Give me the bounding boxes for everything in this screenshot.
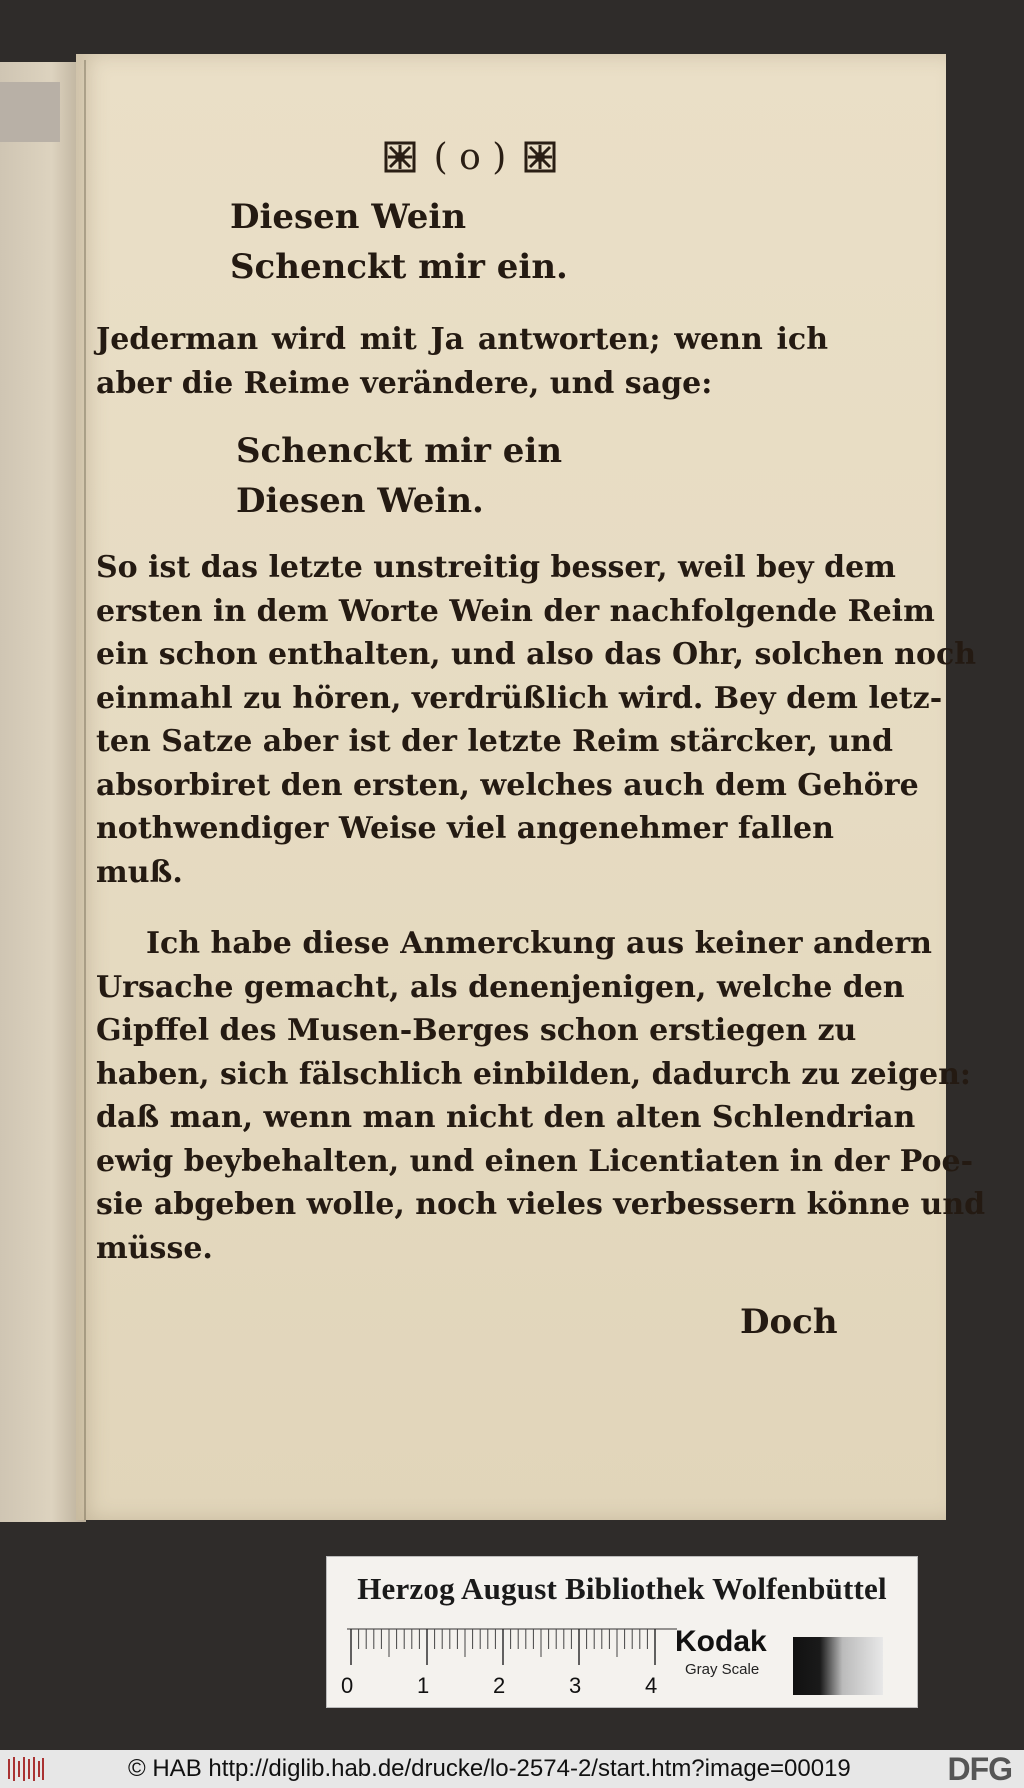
dfg-logo: DFG [947, 1751, 1012, 1787]
page-gutter [84, 60, 86, 1520]
ornament-left-icon [384, 141, 416, 173]
verse-two [236, 426, 562, 526]
footer-url[interactable]: © HAB http://diglib.hab.de/drucke/lo-2574-2/start.htm?image=00019 [128, 1755, 851, 1782]
footer-bar [0, 1750, 1024, 1788]
page-number: ( o ) [433, 136, 507, 178]
hab-logo-icon [6, 1755, 46, 1783]
verse-line: Schenckt mir ein [236, 431, 563, 471]
text-line: ein schon enthalten, und also das Ohr, solchen noch [96, 637, 977, 672]
text-line: müsse. [96, 1230, 213, 1266]
ornament-right-icon [524, 141, 556, 173]
facing-page [0, 62, 86, 1522]
text-line: ten Satze aber ist der letzte Reim stärcker, und [96, 724, 893, 759]
text-line: daß man, wenn man nicht den alten Schlendrian [96, 1100, 916, 1135]
text-line: absorbiret den ersten, welches auch dem Gehöre [96, 767, 919, 803]
scale-number: 3 [569, 1673, 582, 1698]
text-line: So ist das letzte unstreitig besser, weil bey dem [96, 550, 896, 585]
text-line: ewig beybehalten, und einen Licentiaten in der Poe- [96, 1143, 974, 1179]
text-line: nothwendiger Weise viel angenehmer fallen [96, 811, 834, 846]
page-header [360, 132, 580, 182]
scale-number: 0 [341, 1673, 354, 1698]
verse-one [230, 192, 568, 292]
verse-line: Diesen Wein [230, 197, 467, 237]
text-line: Ursache gemacht, als denenjenigen, welche den [96, 969, 905, 1005]
text-line: muß. [96, 854, 183, 890]
scale-number: 1 [417, 1673, 430, 1698]
text-line: Gipffel des Musen-Berges schon erstiegen zu [96, 1013, 857, 1048]
catchword: Doch [740, 1302, 838, 1342]
paragraph-one [96, 318, 828, 405]
scale-number: 2 [493, 1673, 506, 1698]
verse-line: Diesen Wein. [236, 481, 484, 521]
paragraph-two [96, 546, 977, 894]
kodak-brand: Kodak [675, 1625, 767, 1658]
text-line: einmahl zu hören, verdrüßlich wird. Bey dem letz- [96, 680, 943, 716]
gray-scale-label: Gray Scale [685, 1661, 760, 1678]
scale-number: 4 [645, 1673, 658, 1698]
library-stamp [326, 1556, 918, 1708]
text-line: aber die Reime verändere, und sage: [96, 365, 713, 401]
scale-numbers [341, 1673, 671, 1701]
text-line: Ich habe diese Anmerckung aus keiner andern [146, 926, 932, 961]
facing-page-edge [0, 82, 60, 142]
paragraph-three [96, 922, 986, 1270]
library-name: Herzog August Bibliothek Wolfenbüttel [357, 1571, 887, 1606]
text-line: Jederman wird mit Ja antworten; wenn ich [96, 322, 828, 357]
text-line: sie abgeben wolle, noch vieles verbessern könne und [96, 1187, 986, 1222]
text-line: ersten in dem Worte Wein der nachfolgende Reim [96, 593, 935, 629]
verse-line: Schenckt mir ein. [230, 247, 568, 287]
gray-scale-patches [793, 1637, 883, 1695]
text-line: haben, sich fälschlich einbilden, dadurch zu zeigen: [96, 1056, 971, 1092]
ruler-scale-icon [347, 1627, 677, 1667]
